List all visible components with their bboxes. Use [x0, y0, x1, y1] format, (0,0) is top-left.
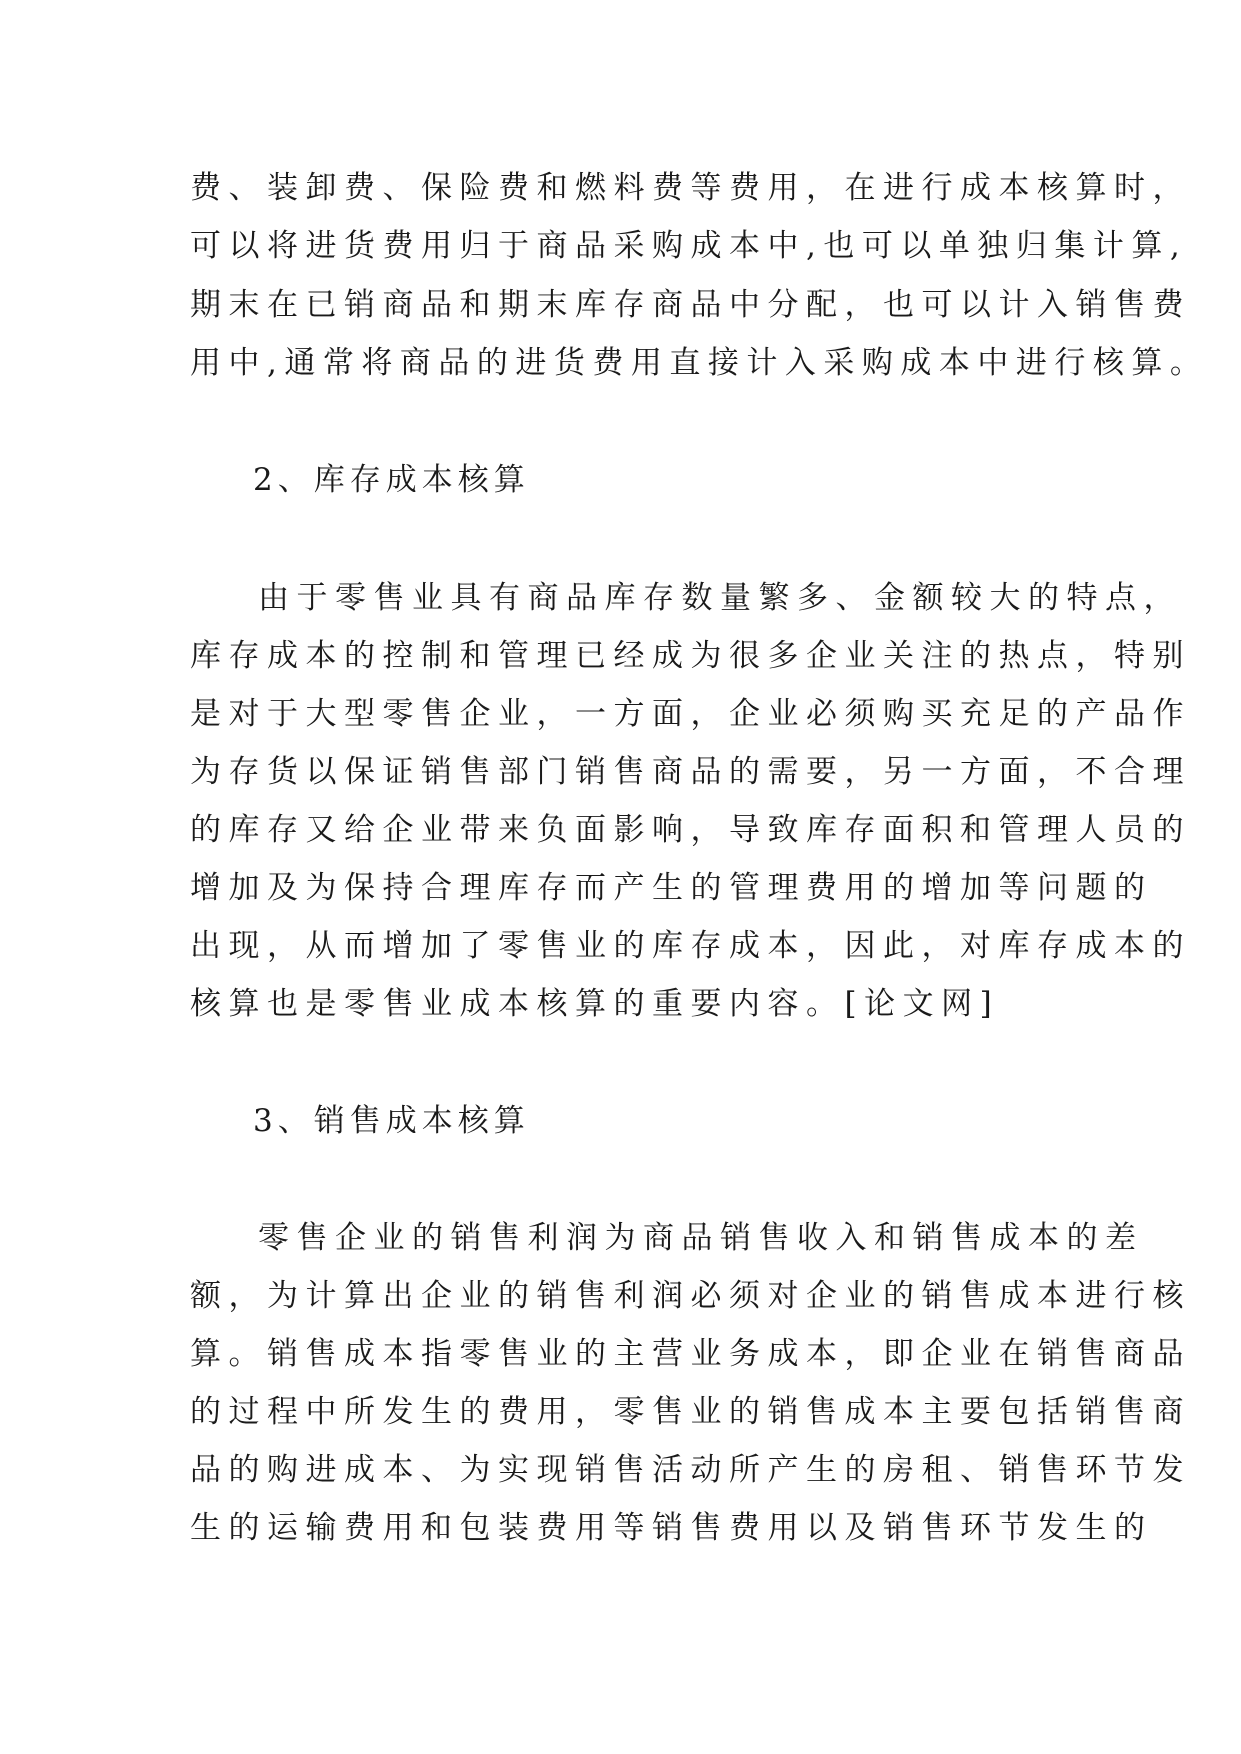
paragraph-2-line-2: 库存成本的控制和管理已经成为很多企业关注的热点，特别	[190, 638, 1191, 674]
paragraph-1-line-3: 期末在已销商品和期末库存商品中分配，也可以计入销售费	[190, 287, 1191, 323]
paragraph-2-line-5: 的库存又给企业带来负面影响，导致库存面积和管理人员的	[190, 812, 1191, 848]
paragraph-3-line-3: 算。销售成本指零售业的主营业务成本，即企业在销售商品	[190, 1336, 1191, 1372]
paragraph-3-line-6: 生的运输费用和包装费用等销售费用以及销售环节发生的	[190, 1510, 1153, 1546]
paragraph-3-line-1: 零售企业的销售利润为商品销售收入和销售成本的差	[258, 1220, 1144, 1256]
paragraph-1-line-4: 用中,通常将商品的进货费用直接计入采购成本中进行核算。	[190, 345, 1209, 381]
paragraph-3-line-2: 额，为计算出企业的销售利润必须对企业的销售成本进行核	[190, 1278, 1191, 1314]
section-heading-2: 2、库存成本核算	[253, 462, 530, 498]
paragraph-2-line-6: 增加及为保持合理库存而产生的管理费用的增加等问题的	[190, 870, 1153, 906]
paragraph-3-line-5: 品的购进成本、为实现销售活动所产生的房租、销售环节发	[190, 1452, 1191, 1488]
paragraph-2-line-7: 出现，从而增加了零售业的库存成本，因此，对库存成本的	[190, 928, 1191, 964]
paragraph-1-line-2: 可以将进货费用归于商品采购成本中,也可以单独归集计算,	[190, 228, 1188, 264]
paragraph-2-line-8: 核算也是零售业成本核算的重要内容。[论文网]	[190, 986, 1000, 1022]
paragraph-2-line-1: 由于零售业具有商品库存数量繁多、金额较大的特点，	[258, 580, 1182, 616]
paragraph-2-line-4: 为存货以保证销售部门销售商品的需要，另一方面，不合理	[190, 754, 1191, 790]
paragraph-3-line-4: 的过程中所发生的费用，零售业的销售成本主要包括销售商	[190, 1394, 1191, 1430]
paragraph-2-line-3: 是对于大型零售企业，一方面，企业必须购买充足的产品作	[190, 696, 1191, 732]
paragraph-1-line-1: 费、装卸费、保险费和燃料费等费用，在进行成本核算时，	[190, 170, 1191, 206]
section-heading-3: 3、销售成本核算	[253, 1103, 530, 1139]
